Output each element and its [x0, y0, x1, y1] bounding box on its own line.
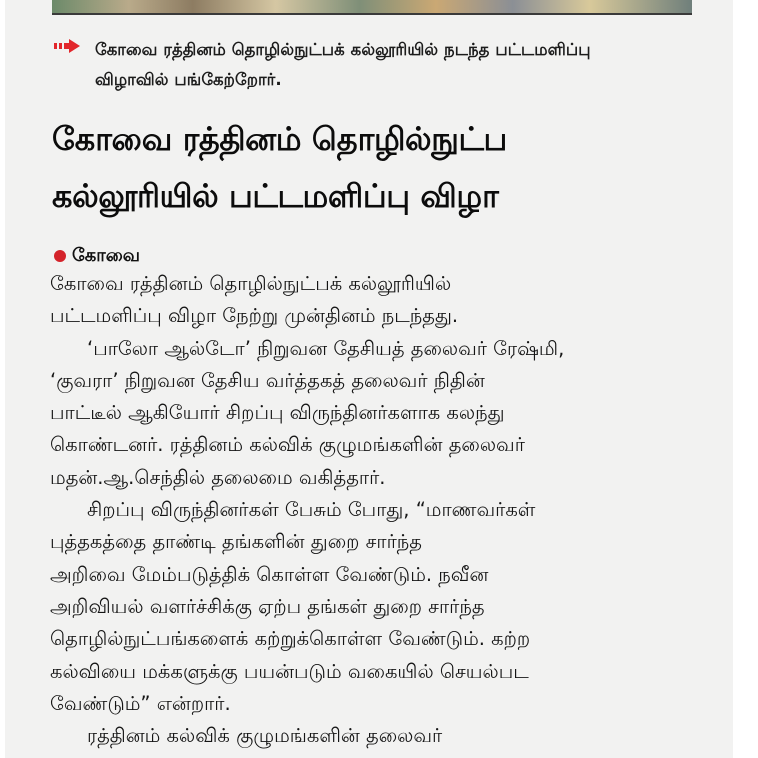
dateline-place: கோவை — [72, 244, 140, 266]
body-line: புத்தகத்தை தாண்டி தங்களின் துறை சார்ந்த — [50, 530, 423, 554]
photo-caption — [95, 35, 705, 95]
body-line: கல்வியை மக்களுக்கு பயன்படும் வகையில் செயல்பட — [50, 659, 529, 683]
body-line: சிறப்பு விருந்தினர்கள் பேசும் போது, “மாணவர்கள் — [87, 498, 536, 522]
dateline — [54, 244, 140, 268]
red-arrow-icon — [54, 39, 80, 53]
photo-bottom-edge — [52, 0, 692, 15]
body-line: மதன்.ஆ.செந்தில் தலைமை வகித்தார். — [50, 465, 386, 489]
body-line: ‘குவரா’ நிறுவன தேசிய வர்த்தகத் தலைவர் நிதின் — [50, 368, 485, 392]
caption-line: கோவை ரத்தினம் தொழில்நுட்பக் கல்லூரியில் நடந்த பட்டமளிப்பு — [95, 40, 591, 59]
body-line: வேண்டும்” என்றார். — [50, 691, 231, 715]
body-line: கொண்டனர். ரத்தினம் கல்விக் குழுமங்களின் தலைவர் — [50, 433, 525, 457]
body-line: கோவை ரத்தினம் தொழில்நுட்பக் கல்லூரியில் — [50, 272, 452, 295]
body-line: தொழில்நுட்பங்களைக் கற்றுக்கொள்ள வேண்டும். கற்ற — [50, 627, 531, 651]
body-line: பாட்டீல் ஆகியோர் சிறப்பு விருந்தினர்களாக கலந்து — [50, 401, 505, 425]
article-body — [50, 268, 700, 752]
body-line: அறிவியல் வளர்ச்சிக்கு ஏற்ப தங்கள் துறை சார்ந்த — [50, 594, 485, 618]
red-dot-icon — [54, 250, 66, 262]
headline-line: கல்லூரியில் பட்டமளிப்பு விழா — [52, 177, 499, 215]
headline-line: கோவை ரத்தினம் தொழில்நுட்ப — [52, 120, 507, 158]
caption-line: விழாவில் பங்கேற்றோர். — [95, 70, 282, 89]
body-line: அறிவை மேம்படுத்திக் கொள்ள வேண்டும். நவீன — [50, 562, 489, 586]
body-line: ‘பாலோ ஆல்டோ’ நிறுவன தேசியத் தலைவர் ரேஷ்மி, — [87, 336, 565, 360]
body-line: ரத்தினம் கல்விக் குழுமங்களின் தலைவர் — [87, 724, 443, 748]
body-line: பட்டமளிப்பு விழா நேற்று முன்தினம் நடந்தது. — [50, 304, 459, 328]
article-headline — [52, 111, 692, 225]
